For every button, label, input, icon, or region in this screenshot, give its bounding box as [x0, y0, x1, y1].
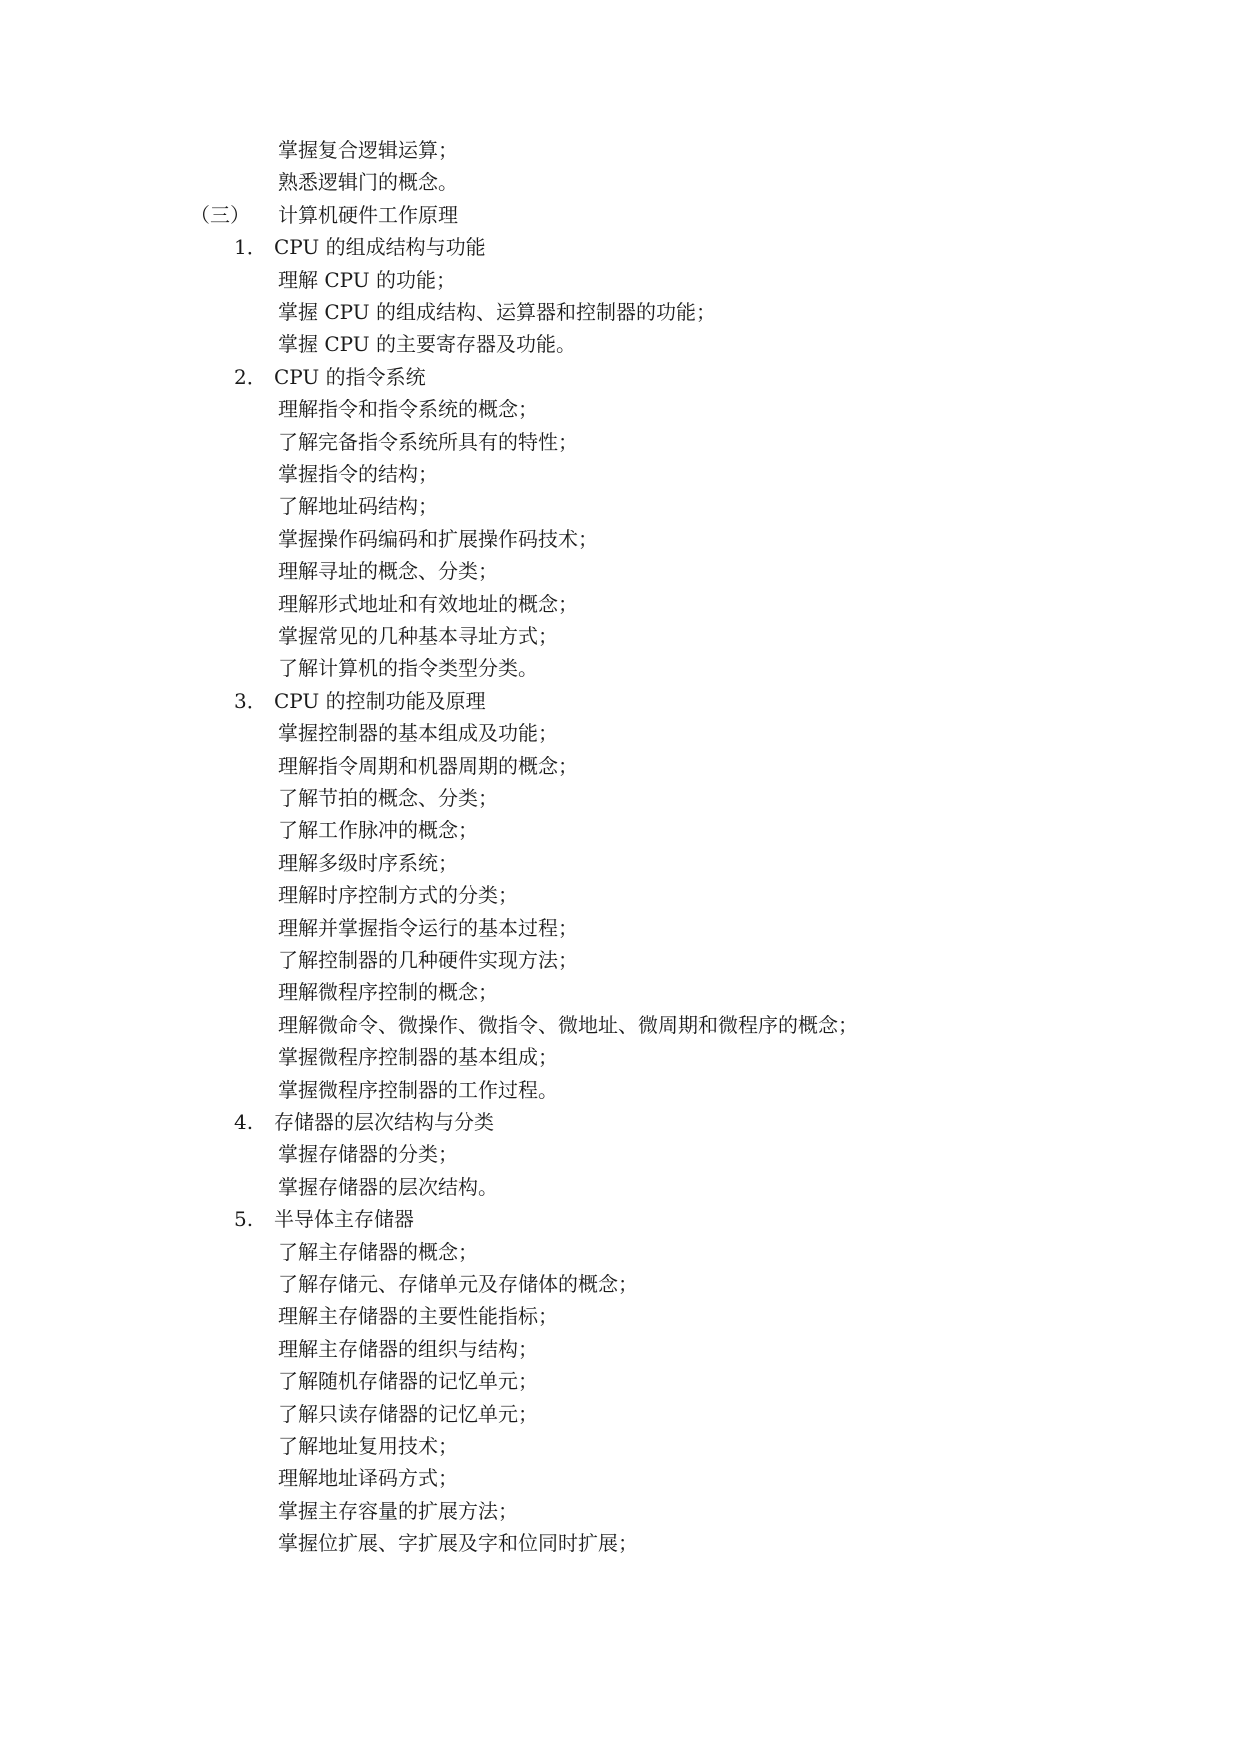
heading-number: 5.: [234, 1207, 254, 1232]
outline-item: 了解工作脉冲的概念；: [278, 818, 478, 843]
outline-item: 理解地址译码方式；: [278, 1466, 458, 1491]
outline-item: 掌握微程序控制器的工作过程。: [278, 1077, 558, 1102]
heading-text: 计算机硬件工作原理: [278, 202, 458, 227]
outline-item: 熟悉逻辑门的概念。: [278, 170, 458, 195]
outline-item: 了解主存储器的概念；: [278, 1239, 478, 1264]
subsection-heading: [234, 1106, 494, 1138]
outline-item: 掌握主存容量的扩展方法；: [278, 1498, 518, 1523]
outline-item: 理解微命令、微操作、微指令、微地址、微周期和微程序的概念；: [278, 1012, 858, 1037]
outline-item: 理解指令周期和机器周期的概念；: [278, 753, 578, 778]
outline-item: 理解形式地址和有效地址的概念；: [278, 591, 578, 616]
outline-item: 掌握存储器的层次结构。: [278, 1174, 498, 1199]
outline-item: 理解时序控制方式的分类；: [278, 883, 518, 908]
outline-item: 理解 CPU 的功能；: [278, 267, 456, 292]
section-heading: [190, 199, 458, 231]
heading-text: CPU 的组成结构与功能: [274, 235, 486, 260]
heading-number: 1．: [234, 235, 267, 260]
outline-item: 了解随机存储器的记忆单元；: [278, 1369, 538, 1394]
outline-item: 理解指令和指令系统的概念；: [278, 397, 538, 422]
outline-item: 理解并掌握指令运行的基本过程；: [278, 915, 578, 940]
heading-number: 2．: [234, 364, 267, 389]
outline-item: 掌握位扩展、字扩展及字和位同时扩展；: [278, 1531, 638, 1556]
outline-item: 理解主存储器的主要性能指标；: [278, 1304, 558, 1329]
outline-item: 了解计算机的指令类型分类。: [278, 656, 538, 681]
outline-item: 了解节拍的概念、分类；: [278, 786, 498, 810]
heading-text: CPU 的指令系统: [274, 364, 426, 389]
outline-item: 掌握 CPU 的组成结构、运算器和控制器的功能；: [278, 300, 716, 324]
outline-item: 理解微程序控制的概念；: [278, 980, 498, 1005]
outline-item: 掌握复合逻辑运算；: [278, 138, 458, 162]
heading-number: 3．: [234, 688, 267, 713]
heading-number: 4.: [234, 1110, 254, 1134]
outline-item: 理解主存储器的组织与结构；: [278, 1336, 538, 1361]
outline-item: 了解控制器的几种硬件实现方法；: [278, 948, 578, 972]
outline-item: 掌握 CPU 的主要寄存器及功能。: [278, 332, 576, 357]
outline-item: 掌握操作码编码和扩展操作码技术；: [278, 526, 598, 551]
outline-item: 了解只读存储器的记忆单元；: [278, 1401, 538, 1426]
outline-item: 理解多级时序系统；: [278, 850, 458, 875]
outline-item: 掌握存储器的分类；: [278, 1142, 458, 1167]
outline-item: 了解完备指令系统所具有的特性；: [278, 429, 578, 454]
heading-text: CPU 的控制功能及原理: [274, 688, 486, 713]
outline-item: 掌握控制器的基本组成及功能；: [278, 721, 558, 746]
outline-item: 了解存储元、存储单元及存储体的概念；: [278, 1272, 638, 1296]
outline-item: 了解地址复用技术；: [278, 1434, 458, 1458]
subsection-heading: [234, 361, 426, 393]
heading-number: （三）: [190, 202, 250, 227]
subsection-heading: [234, 231, 486, 263]
outline-item: 理解寻址的概念、分类；: [278, 559, 498, 584]
outline-item: 掌握常见的几种基本寻址方式；: [278, 624, 558, 648]
outline-item: 掌握指令的结构；: [278, 462, 438, 486]
subsection-heading: [234, 1203, 414, 1235]
heading-text: 存储器的层次结构与分类: [274, 1110, 494, 1134]
subsection-heading: [234, 685, 486, 717]
heading-text: 半导体主存储器: [274, 1207, 414, 1232]
outline-item: 了解地址码结构；: [278, 494, 438, 519]
outline-item: 掌握微程序控制器的基本组成；: [278, 1045, 558, 1070]
